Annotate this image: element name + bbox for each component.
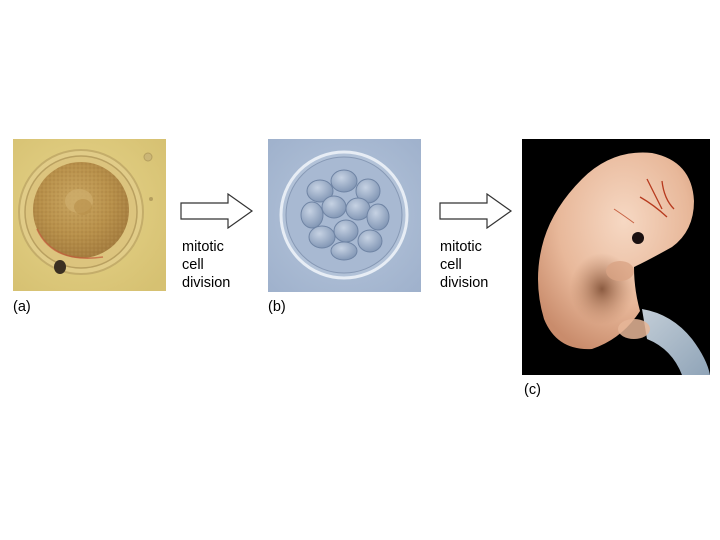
caption-line: division <box>440 275 489 291</box>
panel-c-label: (c) <box>524 382 541 398</box>
panel-b-label: (b) <box>268 299 286 315</box>
zygote-image <box>13 139 166 291</box>
embryo-image <box>522 139 710 375</box>
mitotic-cell-division-caption <box>440 238 510 292</box>
caption-line: mitotic <box>440 239 482 255</box>
caption-line: cell <box>182 257 204 273</box>
caption-line: cell <box>440 257 462 273</box>
panel-a-label: (a) <box>13 299 31 315</box>
caption-line: division <box>182 275 231 291</box>
right-arrow-icon <box>439 193 513 229</box>
caption-line: mitotic <box>182 239 224 255</box>
mitotic-cell-division-caption <box>182 238 252 292</box>
morula-image <box>268 139 421 292</box>
right-arrow-icon <box>180 193 254 229</box>
